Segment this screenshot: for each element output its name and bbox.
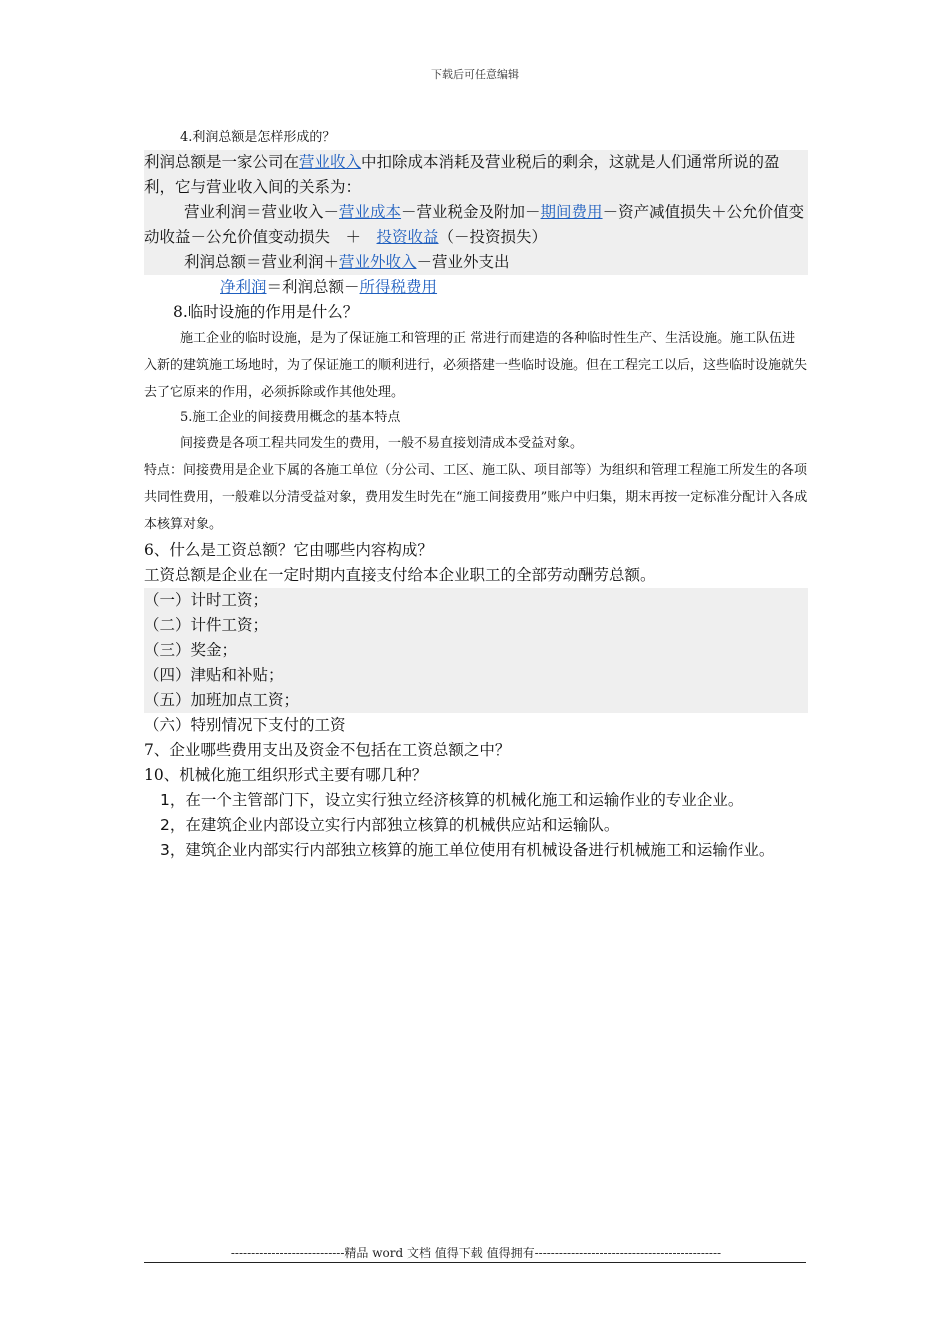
page-footer: ----------------------------精品 word 文档 值得下载 值得拥有---------------------------------------------- [230, 1246, 722, 1260]
text-run: 营业利润＝营业收入－ [184, 203, 340, 221]
question-8-body: 施工企业的临时设施，是为了保证施工和管理的正 常进行而建造的各种临时性生产、生活设施。施工队伍进入新的建筑施工场地时，为了保证施工的顺利进行，必须搭建一些临时设施。但在工程完工以后，这些临时设施就失去了它原来的作用，必须拆除或作其他处理。 [144, 331, 808, 400]
list-item: （三）奖金； [144, 641, 238, 659]
footer-divider [144, 1262, 806, 1263]
link-operating-cost[interactable]: 营业成本 [339, 203, 402, 221]
profit-definition-paragraph [144, 150, 808, 200]
item-text: 在建筑企业内部设立实行内部独立核算的机械供应站和运输队。 [185, 816, 620, 834]
question-7-title: 7、企业哪些费用支出及资金不包括在工资总额之中？ [144, 741, 511, 759]
item-text: 在一个主管部门下，设立实行独立经济核算的机械化施工和运输作业的专业企业。 [185, 791, 744, 809]
item-text: 建筑企业内部实行内部独立核算的施工单位使用有机械设备进行机械施工和运输作业。 [185, 841, 775, 859]
item-number: 3， [160, 841, 186, 859]
text-run: ＝利润总额－ [266, 278, 360, 296]
list-item: （六）特别情况下支付的工资 [144, 716, 346, 734]
question-8-title: 8.临时设施的作用是什么？ [173, 303, 359, 321]
text-run: 利润总额＝营业利润＋ [184, 253, 340, 271]
question-5-body-2: 特点：间接费用是企业下属的各施工单位（分公司、工区、施工队、项目部等）为组织和管理工程施工所发生的各项共同性费用，一般难以分清受益对象，费用发生时先在“施工间接费用”账户中归集，期末再按一定标准分配计入各成本核算对象。 [144, 463, 808, 532]
operating-profit-formula [144, 200, 808, 250]
list-item: （五）加班加点工资； [144, 691, 300, 709]
text-run: （－投资损失） [438, 228, 548, 246]
link-net-profit[interactable]: 净利润 [220, 278, 267, 296]
wage-components-list [144, 588, 808, 713]
link-non-operating-income[interactable]: 营业外收入 [339, 253, 417, 271]
item-number: 2， [160, 816, 186, 834]
question-4-title: 4.利润总额是怎样形成的？ [180, 130, 336, 145]
numbered-item [144, 813, 808, 838]
list-item: （二）计件工资； [144, 616, 269, 634]
question-5-title: 5.施工企业的间接费用概念的基本特点 [180, 410, 401, 425]
text-run: 中扣除成本消耗及营业税后的剩余，这就是人们通常所说的盈利，它与营业收入间的关系为： [144, 153, 780, 196]
question-6-title: 6、什么是工资总额？它由哪些内容构成？ [144, 541, 433, 559]
text-run: －资产减值损失＋公允价值变动收益－公允价值变动损失 ＋ [144, 203, 805, 246]
link-operating-revenue[interactable]: 营业收入 [299, 153, 362, 171]
item-number: 1， [160, 791, 186, 809]
net-profit-formula [144, 275, 808, 300]
document-body [144, 126, 808, 863]
link-income-tax-expense[interactable]: 所得税费用 [359, 278, 438, 296]
question-10-title: 10、机械化施工组织形式主要有哪几种？ [144, 766, 428, 784]
total-profit-formula [144, 250, 808, 275]
question-5-body-1: 间接费是各项工程共同发生的费用，一般不易直接划清成本受益对象。 [180, 436, 584, 451]
text-run: －营业外支出 [416, 253, 510, 271]
list-item: （一）计时工资； [144, 591, 269, 609]
numbered-item [144, 838, 808, 863]
question-6-body: 工资总额是企业在一定时期内直接支付给本企业职工的全部劳动酬劳总额。 [144, 566, 656, 584]
text-run: －营业税金及附加－ [401, 203, 541, 221]
list-item: （四）津贴和补贴； [144, 666, 284, 684]
link-investment-income[interactable]: 投资收益 [376, 228, 439, 246]
profit-definition-block [144, 150, 808, 275]
text-run: 利润总额是一家公司在 [144, 153, 300, 171]
link-period-expense[interactable]: 期间费用 [540, 203, 603, 221]
numbered-item [144, 788, 808, 813]
page-header: 下载后可任意编辑 [431, 68, 519, 81]
